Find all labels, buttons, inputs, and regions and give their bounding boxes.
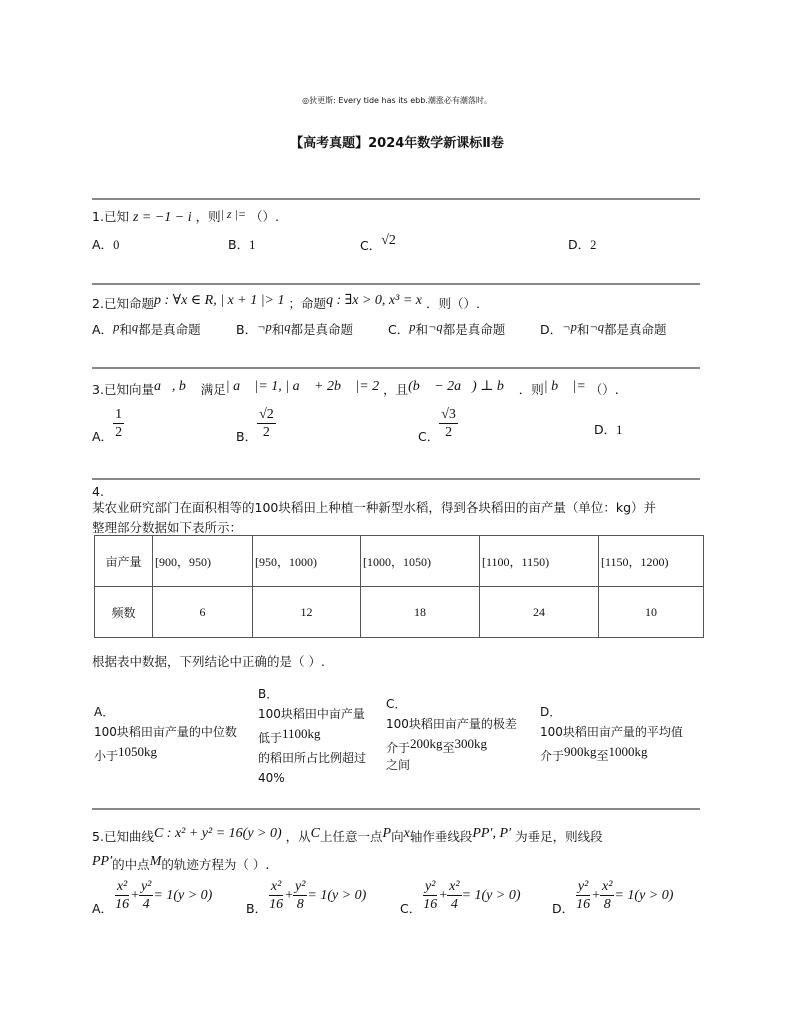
numerator: x²	[449, 879, 460, 894]
q5-text-c: 上任意一点	[320, 829, 383, 844]
denominator: 4	[450, 897, 458, 912]
option-label: B．	[236, 322, 258, 337]
option-label: C．	[418, 429, 440, 444]
q1-number: 1.	[92, 209, 104, 224]
table-cell: [950，1000)	[253, 536, 361, 587]
numerator: y²	[294, 879, 306, 894]
divider	[92, 367, 700, 369]
numerator: x²	[116, 879, 128, 894]
table-cell: [1000，1050)	[361, 536, 480, 587]
option-label: D．	[540, 705, 562, 719]
option-label: C．	[386, 697, 407, 711]
option-label: D．	[594, 422, 617, 437]
option-label: A．	[92, 901, 114, 916]
table-header-cell: 亩产量	[95, 536, 153, 587]
plus-sign: +	[439, 888, 448, 903]
option-line: 100块稻田亩产量的极差	[386, 717, 517, 731]
option-text: 介于	[386, 741, 411, 755]
option-value: 1	[616, 423, 623, 437]
option-term: p	[409, 320, 416, 334]
q5-segment-2: PP′	[92, 854, 113, 869]
q2-option-d[interactable]	[540, 320, 667, 338]
option-value: 1	[249, 238, 256, 252]
fraction	[421, 878, 439, 913]
denominator: 16	[576, 897, 591, 912]
option-text: 和	[576, 322, 590, 337]
denominator: 2	[262, 425, 270, 440]
option-label: C．	[400, 901, 422, 916]
q1-text-c: （）.	[249, 209, 279, 224]
option-label: A．	[92, 322, 114, 337]
q4-option-c[interactable]	[386, 694, 517, 772]
numerator: y²	[140, 879, 152, 894]
q1-option-b[interactable]	[228, 235, 255, 253]
question-1-stem	[92, 207, 279, 226]
option-text: 至	[442, 741, 455, 755]
option-text: 介于	[540, 749, 565, 763]
table-cell: 24	[480, 587, 599, 638]
fraction	[139, 878, 153, 913]
q4-number: 4.	[92, 484, 104, 499]
option-term: q	[131, 320, 139, 334]
option-value: 900kg	[564, 744, 597, 759]
q5-text-d: 向	[391, 829, 404, 844]
q1-text: 已知	[103, 209, 129, 224]
q2-number: 2.	[92, 296, 104, 311]
q3-option-a[interactable]	[92, 406, 124, 445]
q3-vectors: a⃗, b⃗	[153, 379, 197, 394]
option-label: C．	[388, 322, 410, 337]
table-cell: [1100，1150)	[480, 536, 599, 587]
option-label: B．	[228, 237, 250, 252]
divider	[92, 198, 700, 200]
fraction	[113, 878, 131, 913]
q2-proposition-p: p : ∀x ∈ R, | x + 1 |> 1	[153, 293, 285, 308]
q3-text-e: （）.	[589, 382, 619, 397]
divider	[92, 808, 700, 810]
q4-stem-line1: 某农业研究部门在面积相等的100块稻田上种植一种新型水稻，得到各块稻田的亩产量（单位：kg）并	[92, 500, 657, 515]
table-cell: 6	[153, 587, 253, 638]
question-3-stem	[92, 378, 619, 398]
table-cell: 18	[361, 587, 480, 638]
numerator: 1	[115, 407, 123, 422]
option-text: 和	[271, 322, 285, 337]
q3-text: 已知向量	[103, 382, 154, 397]
option-line: 100块稻田中亩产量	[258, 707, 365, 721]
q3-text-c: ，且	[383, 382, 409, 397]
option-line	[94, 742, 237, 766]
q3-condition: | a⃗ |= 1, | a⃗ + 2b⃗ |= 2	[225, 379, 380, 394]
table-row	[95, 536, 704, 587]
option-line	[386, 734, 517, 758]
option-label: B．	[236, 429, 258, 444]
table-cell: 12	[253, 587, 361, 638]
numerator: x²	[270, 879, 282, 894]
table-cell: 10	[599, 587, 704, 638]
table-cell: [900，950)	[153, 536, 253, 587]
q3-abs: | b⃗ |=	[543, 379, 586, 394]
q1-abs: | z |=	[220, 207, 246, 221]
motto: ◎狄更斯: Every tide has its ebb.潮涨必有潮落时。	[302, 96, 492, 105]
q1-option-d[interactable]	[568, 235, 596, 253]
q4-option-d[interactable]	[540, 702, 683, 766]
question-5-stem	[92, 826, 603, 845]
q2-text-c: ．则（）.	[425, 296, 480, 311]
q3-option-c[interactable]	[418, 406, 458, 445]
option-term: ¬p	[562, 320, 577, 334]
q1-option-a[interactable]	[92, 235, 119, 253]
q5-point: P	[382, 826, 392, 841]
fraction	[439, 406, 458, 441]
question-2-stem	[92, 292, 480, 312]
plus-sign: +	[131, 888, 139, 903]
divider	[92, 478, 700, 480]
q5-segment: PP′, P′	[472, 826, 512, 841]
option-line: 100块稻田亩产量的中位数	[94, 725, 237, 739]
q3-number: 3.	[92, 382, 104, 397]
option-text: 和	[415, 322, 428, 337]
q2-text: 已知命题	[103, 296, 154, 311]
q3-option-d[interactable]	[594, 420, 622, 438]
fraction	[113, 406, 124, 441]
option-text: 小于	[94, 749, 119, 763]
denominator: 8	[296, 897, 304, 912]
numerator: y²	[577, 879, 589, 894]
option-text: 低于	[258, 731, 283, 745]
denominator: 16	[115, 897, 130, 912]
denominator: 2	[445, 425, 453, 440]
q4-question: 根据表中数据，下列结论中正确的是（ ）.	[92, 654, 325, 669]
option-line: 100块稻田亩产量的平均值	[540, 725, 683, 739]
q5-option-d[interactable]	[552, 878, 673, 917]
option-label: D．	[540, 322, 563, 337]
option-term: q	[284, 320, 291, 334]
option-value: 1000kg	[608, 744, 648, 759]
option-line	[258, 724, 366, 748]
q2-option-b[interactable]	[236, 320, 353, 338]
q5-option-b[interactable]	[246, 878, 366, 917]
denominator: 16	[269, 897, 284, 912]
q5-curve-name: C	[310, 826, 320, 841]
option-label: C．	[360, 238, 382, 253]
fraction	[257, 406, 276, 441]
q5-text-h: 的轨迹方程为（ ）.	[161, 857, 270, 872]
divider	[92, 283, 700, 285]
q5-text-e: 轴作垂线段	[409, 829, 473, 844]
question-5-stem-line2	[92, 854, 269, 873]
option-label: B．	[258, 687, 279, 701]
q5-option-c[interactable]	[400, 878, 521, 917]
option-value: 1100kg	[282, 726, 321, 741]
denominator: 8	[603, 897, 611, 912]
fraction	[574, 878, 592, 913]
yield-table	[94, 535, 704, 638]
option-label: B．	[246, 901, 268, 916]
numerator: √3	[441, 407, 456, 422]
option-text: 都是真命题	[138, 322, 201, 337]
q2-option-a[interactable]	[92, 320, 201, 338]
denominator: 2	[115, 425, 123, 440]
q1-option-c[interactable]	[360, 232, 396, 254]
option-text: 和	[119, 322, 132, 337]
fraction	[447, 878, 461, 913]
option-text: 都是真命题	[290, 322, 354, 337]
table-header-cell: 频数	[95, 587, 153, 638]
option-term: p	[113, 320, 120, 334]
option-term: ¬q	[589, 320, 605, 334]
option-value: 200kg	[410, 736, 443, 751]
q3-option-b[interactable]	[236, 406, 276, 445]
option-line: 的稻田所占比例超过	[258, 751, 367, 765]
option-text: 至	[596, 749, 609, 763]
fraction	[293, 878, 307, 913]
option-label: D．	[552, 901, 575, 916]
option-term: ¬p	[257, 320, 272, 334]
option-value: 1050kg	[118, 744, 158, 759]
q3-text-b: 满足	[200, 382, 226, 397]
q2-option-c[interactable]	[388, 320, 505, 338]
fraction	[600, 878, 614, 913]
option-label: A．	[94, 705, 115, 719]
option-rhs: = 1(y > 0)	[153, 888, 213, 903]
numerator: x²	[602, 879, 613, 894]
option-label: D．	[568, 237, 591, 252]
option-value: 300kg	[454, 736, 488, 751]
q5-number: 5.	[92, 829, 104, 844]
option-text: 都是真命题	[442, 322, 506, 337]
q5-option-a[interactable]	[92, 878, 212, 917]
q5-text-g: 的中点	[112, 857, 150, 872]
plus-sign: +	[592, 888, 601, 903]
q1-text-b: ，则	[195, 209, 221, 224]
option-value: 0	[113, 238, 120, 252]
option-rhs: = 1(y > 0)	[461, 888, 521, 903]
option-line	[540, 742, 683, 766]
option-rhs: = 1(y > 0)	[614, 888, 674, 903]
option-term: ¬q	[428, 320, 443, 334]
table-cell: [1150，1200)	[599, 536, 704, 587]
q4-stem-line2: 整理部分数据如下表所示：	[92, 520, 243, 535]
option-label: A．	[92, 429, 114, 444]
denominator: 16	[423, 897, 438, 912]
option-label: A．	[92, 237, 114, 252]
q3-text-d: ．则	[518, 382, 544, 397]
numerator: √2	[259, 407, 274, 422]
q5-text: 已知曲线	[103, 829, 154, 844]
option-line: 40%	[258, 771, 285, 785]
q2-text-b: ；命题	[288, 296, 326, 311]
option-text: 都是真命题	[604, 322, 667, 337]
option-value: 2	[590, 238, 597, 252]
q5-axis: x	[403, 826, 410, 841]
q4-option-a[interactable]	[94, 702, 237, 766]
q5-midpoint: M	[149, 854, 162, 869]
q5-curve: C : x² + y² = 16(y > 0)	[153, 826, 282, 841]
q5-text-f: 为垂足，则线段	[515, 829, 603, 844]
page-title: 【高考真题】2024年数学新课标Ⅱ卷	[290, 136, 504, 151]
q3-perpendicular: (b⃗ − 2a⃗) ⊥ b⃗	[408, 379, 515, 394]
q5-text-b: ，从	[285, 829, 311, 844]
option-value: √2	[381, 233, 396, 248]
denominator: 4	[142, 897, 150, 912]
q2-proposition-q: q : ∃x > 0, x³ = x	[326, 293, 422, 308]
plus-sign: +	[285, 888, 293, 903]
option-line: 之间	[386, 758, 411, 772]
numerator: y²	[425, 879, 436, 894]
q1-expression: z = −1 − i	[132, 210, 192, 225]
q4-option-b[interactable]	[258, 684, 366, 788]
table-row	[95, 587, 704, 638]
option-rhs: = 1(y > 0)	[307, 888, 367, 903]
fraction	[267, 878, 285, 913]
